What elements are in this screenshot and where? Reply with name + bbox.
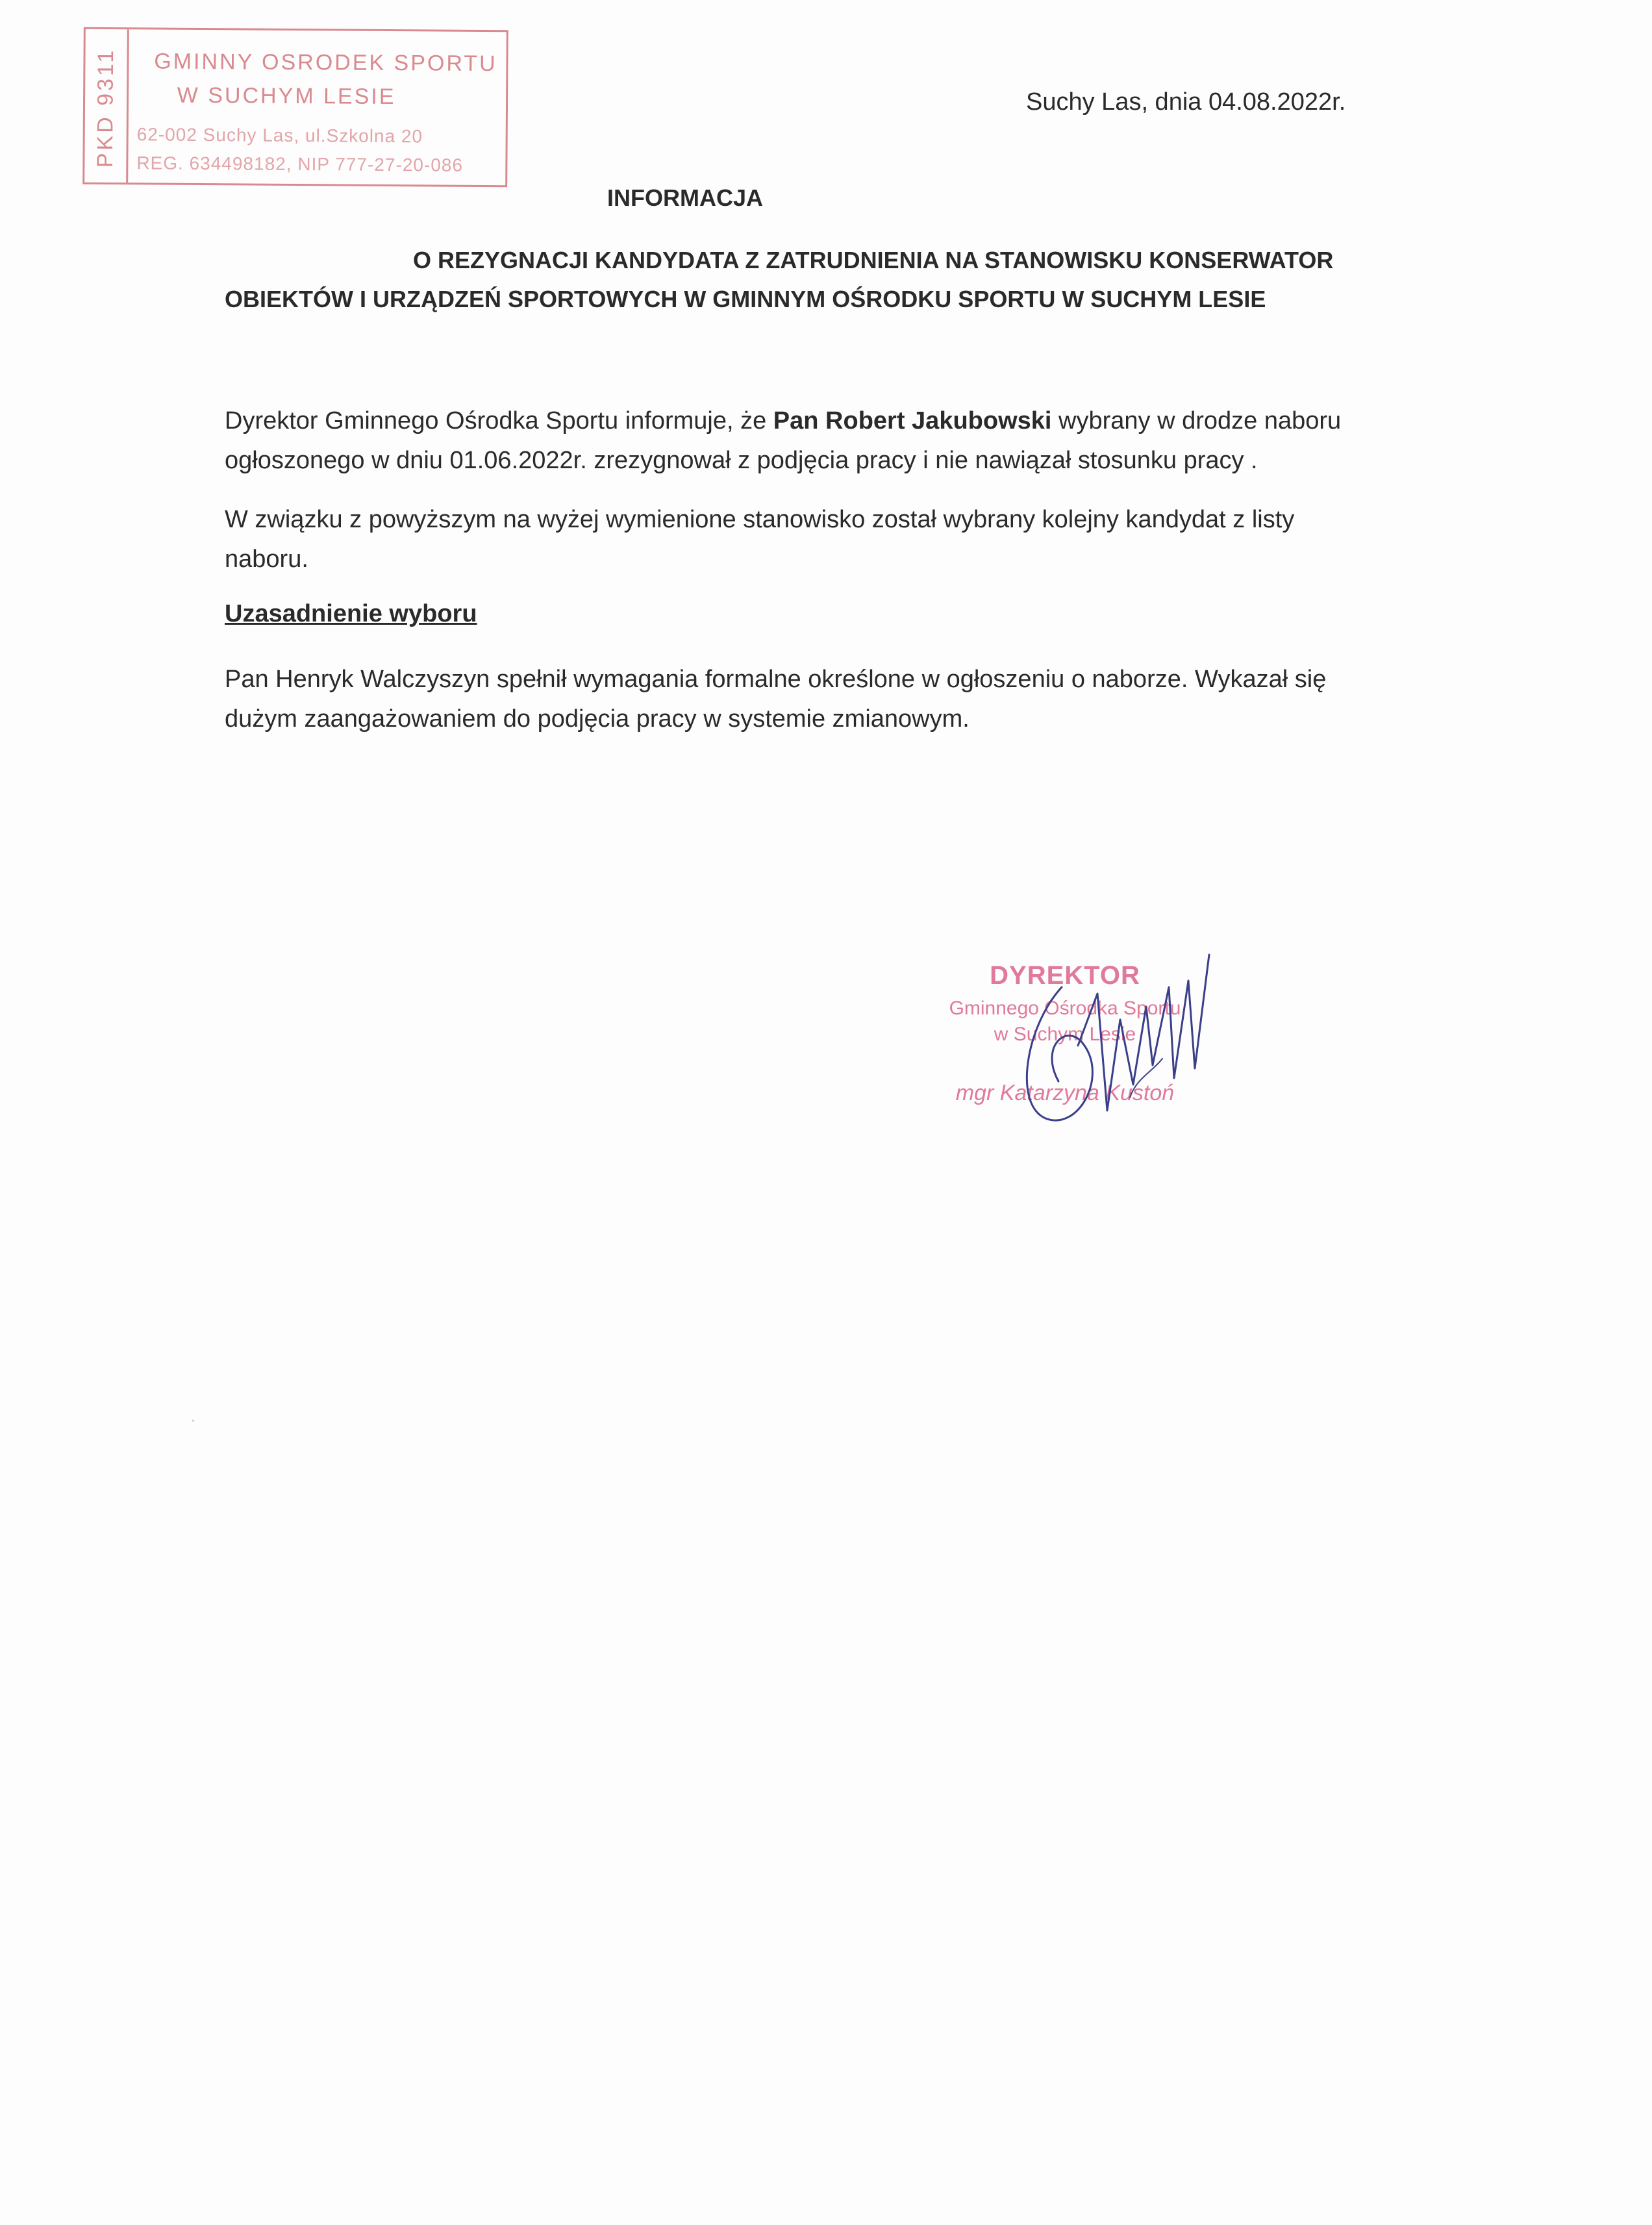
- director-org-line-1: Gminnego Ośrodka Sportu: [949, 998, 1181, 1019]
- stamp-name-line-2: W SUCHYM LESIE: [177, 82, 396, 110]
- subject-line-2: OBIEKTÓW I URZĄDZEŃ SPORTOWYCH W GMINNYM OŚRODKU SPORTU W SUCHYM LESIE: [225, 286, 1266, 312]
- handwritten-signature: [1000, 948, 1221, 1137]
- text-segment: wybrany w drodze naboru: [1051, 407, 1342, 434]
- stamp-address-line-1: 62-002 Suchy Las, ul.Szkolna 20: [136, 124, 423, 147]
- text-segment: Dyrektor Gminnego Ośrodka Sportu informuje, że: [225, 407, 773, 434]
- document-date: Suchy Las, dnia 04.08.2022r.: [1026, 88, 1346, 116]
- justification-subtitle: Uzasadnienie wyboru: [225, 600, 477, 627]
- candidate-name: Pan Robert Jakubowski: [773, 407, 1052, 434]
- paragraph-next-candidate: [225, 500, 1458, 579]
- director-org-line-2: w Suchym Lesie: [994, 1024, 1136, 1045]
- stamp-address-line-2: REG. 634498182, NIP 777-27-20-086: [136, 153, 464, 175]
- paragraph-resignation: [225, 401, 1458, 481]
- paragraph-line: dużym zaangażowaniem do podjęcia pracy w systemie zmianowym.: [225, 705, 970, 733]
- paragraph-line: W związku z powyższym na wyżej wymienione stanowisko został wybrany kolejny kandydat z listy: [225, 506, 1295, 533]
- stamp-name-line-1: GMINNY OSRODEK SPORTU: [154, 49, 497, 77]
- subject-line-1: O REZYGNACJI KANDYDATA Z ZATRUDNIENIA NA STANOWISKU KONSERWATOR: [413, 247, 1334, 273]
- paragraph-line: [225, 401, 1458, 441]
- scan-speck: [192, 1420, 194, 1422]
- paragraph-line: naboru.: [225, 546, 308, 573]
- organization-stamp: [82, 27, 508, 188]
- document-title: INFORMACJA: [607, 184, 763, 211]
- director-title: DYREKTOR: [990, 961, 1140, 990]
- paragraph-line: Pan Henryk Walczyszyn spełnił wymagania formalne określone w ogłoszeniu o naborze. Wykazał się: [225, 666, 1327, 693]
- stamp-pkd-code: PKD 9311: [92, 47, 119, 168]
- director-name: mgr Katarzyna Kustoń: [955, 1081, 1175, 1105]
- paragraph-line: ogłoszonego w dniu 01.06.2022r. zrezygnował z podjęcia pracy i nie nawiązał stosunku pracy .: [225, 447, 1258, 474]
- paragraph-justification: [225, 660, 1458, 739]
